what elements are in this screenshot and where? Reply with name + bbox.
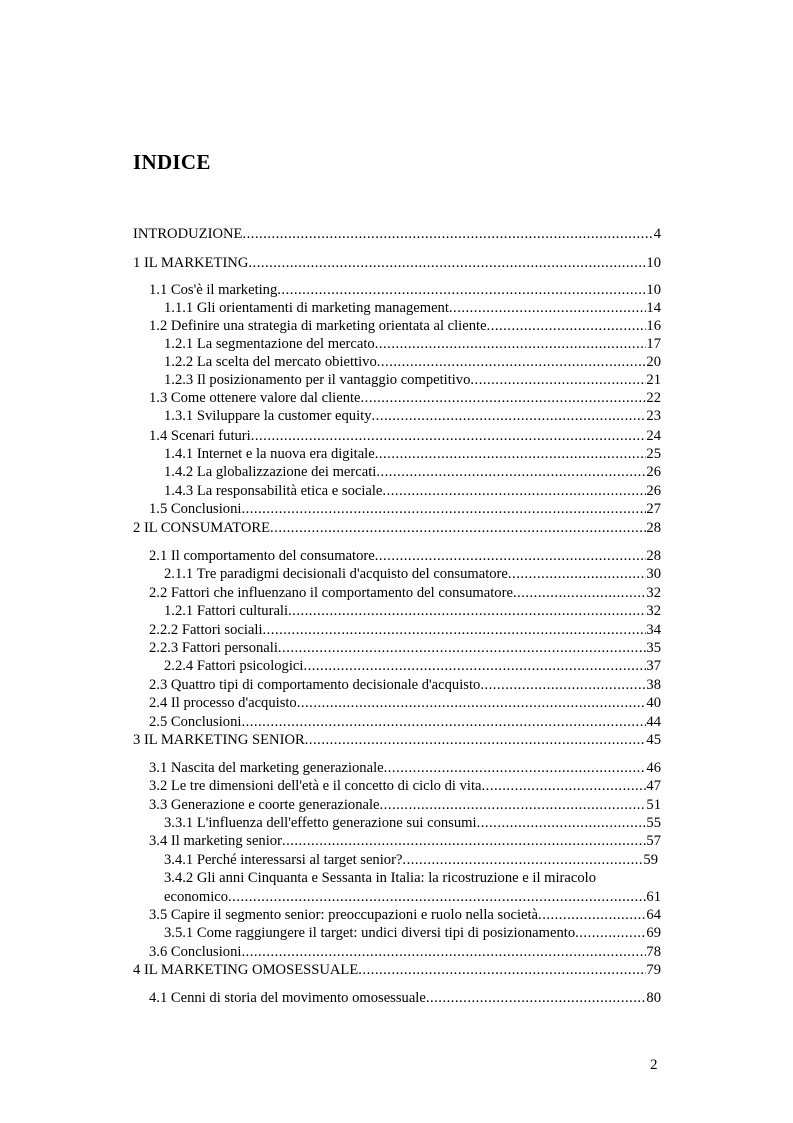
toc-entry[interactable] [164,407,661,425]
toc-leader [449,299,647,317]
toc-entry[interactable] [164,851,658,869]
toc-entry-label: 1.2.1 La segmentazione del mercato [164,336,375,352]
toc-entry-page: 28 [646,520,661,536]
toc-entry-label: 1.4.3 La responsabilità etica e sociale [164,483,383,499]
page-number: 2 [650,1057,658,1073]
toc-entry[interactable] [149,281,661,299]
toc-entry-page: 21 [646,372,661,388]
toc-leader [402,851,643,869]
toc-entry[interactable] [149,584,661,602]
toc-leader [241,713,646,731]
toc-entry-label: INTRODUZIONE [133,226,243,242]
toc-entry-page: 64 [646,907,661,923]
toc-entry-label: 1.4 Scenari futuri [149,428,251,444]
toc-entry[interactable] [149,694,661,712]
toc-leader [241,500,646,518]
toc-entry[interactable] [149,547,661,565]
toc-leader [384,759,647,777]
toc-entry-label: 3.4 Il marketing senior [149,833,282,849]
toc-entry[interactable] [133,519,661,537]
toc-entry[interactable] [149,317,661,335]
toc-entry-label: 1.1 Cos'è il marketing [149,282,278,298]
toc-leader [375,445,647,463]
toc-entry-page: 16 [646,318,661,334]
toc-leader [263,621,647,639]
toc-entry-label: 2.4 Il processo d'acquisto [149,695,297,711]
toc-entry-label: 2.2 Fattori che influenzano il comportamento del consumatore [149,585,513,601]
toc-entry-page: 40 [646,695,661,711]
toc-entry-label: economico [164,889,229,905]
toc-entry-label: 1.4.1 Internet e la nuova era digitale [164,446,375,462]
toc-entry[interactable] [149,676,661,694]
toc-leader [297,694,647,712]
toc-entry-page: 25 [646,446,661,462]
toc-entry[interactable] [164,565,661,583]
toc-leader [278,639,647,657]
toc-entry[interactable] [164,924,661,942]
toc-entry[interactable] [149,796,661,814]
toc-entry[interactable] [149,777,661,795]
toc-entry-label: 2.1 Il comportamento del consumatore [149,548,375,564]
toc-entry[interactable] [133,961,661,979]
toc-entry[interactable] [164,888,661,906]
toc-leader [251,427,647,445]
toc-entry-label: 4.1 Cenni di storia del movimento omosessuale [149,990,426,1006]
toc-entry-label: 3.3.1 L'influenza dell'effetto generazione sui consumi [164,815,477,831]
toc-entry-label: 4 IL MARKETING OMOSESSUALE [133,962,359,978]
toc-entry-label[interactable]: 3.4.2 Gli anni Cinquanta e Sessanta in Italia: la ricostruzione e il miracolo [164,870,597,886]
toc-entry[interactable] [149,759,661,777]
toc-entry-page: 35 [646,640,661,656]
toc-entry-label: 2.5 Conclusioni [149,714,242,730]
toc-entry-page: 32 [646,585,661,601]
toc-entry-page: 38 [646,677,661,693]
toc-entry-label: 3.3 Generazione e coorte generazionale [149,797,380,813]
toc-leader [248,254,646,272]
toc-entry-page: 79 [646,962,661,978]
toc-entry-label: 3.2 Le tre dimensioni dell'età e il concetto di ciclo di vita [149,778,482,794]
toc-entry[interactable] [164,371,661,389]
toc-entry-page: 20 [646,354,661,370]
toc-leader [303,657,646,675]
toc-entry-page: 30 [646,566,661,582]
toc-entry-label: 1 IL MARKETING [133,255,249,271]
toc-entry-page: 32 [646,603,661,619]
toc-entry-page: 61 [646,889,661,905]
toc-entry-page: 37 [646,658,661,674]
toc-entry-page: 55 [646,815,661,831]
toc-leader [508,565,647,583]
toc-entry-label: 1.3.1 Sviluppare la customer equity [164,408,372,424]
toc-entry-label: 2.1.1 Tre paradigmi decisionali d'acquisto del consumatore [164,566,508,582]
toc-entry[interactable] [149,906,661,924]
toc-entry[interactable] [164,657,661,675]
toc-leader [575,924,646,942]
toc-leader [470,371,646,389]
toc-entry[interactable] [149,639,661,657]
toc-leader [376,463,646,481]
toc-entry-label: 3 IL MARKETING SENIOR [133,732,305,748]
toc-entry-page: 26 [646,483,661,499]
toc-leader [538,906,646,924]
toc-entry-label: 3.4.1 Perché interessarsi al target senior? [164,852,403,868]
toc-leader [270,519,646,537]
toc-leader [426,989,647,1007]
toc-entry[interactable] [164,335,661,353]
toc-entry-label: 2.2.3 Fattori personali [149,640,278,656]
toc-entry-page: 80 [646,990,661,1006]
toc-entry[interactable] [149,389,661,407]
toc-entry-label: 1.3 Come ottenere valore dal cliente [149,390,361,406]
toc-entry[interactable] [164,482,661,500]
toc-entry[interactable] [149,427,661,445]
toc-entry-page: 28 [646,548,661,564]
toc-entry-label: 3.5.1 Come raggiungere il target: undici diversi tipi di posizionamento [164,925,576,941]
toc-entry[interactable] [149,943,661,961]
toc-leader [242,225,653,243]
toc-leader [228,888,646,906]
toc-entry[interactable] [149,989,661,1007]
toc-entry-label: 1.4.2 La globalizzazione dei mercati [164,464,377,480]
toc-entry-page: 34 [646,622,661,638]
toc-entry-label: 1.1.1 Gli orientamenti di marketing management [164,300,449,316]
toc-entry-label: 3.5 Capire il segmento senior: preoccupazioni e ruolo nella società [149,907,539,923]
toc-entry[interactable] [164,602,661,620]
toc-entry[interactable] [164,299,661,317]
toc-leader [241,943,646,961]
toc-entry[interactable] [149,621,661,639]
toc-entry-page: 51 [646,797,661,813]
toc-leader [361,389,647,407]
toc-entry-label: 2 IL CONSUMATORE [133,520,271,536]
toc-entry-page: 10 [646,255,661,271]
toc-entry-page: 78 [646,944,661,960]
toc-entry-page: 17 [646,336,661,352]
toc-leader [377,353,647,371]
toc-leader [380,796,647,814]
toc-entry[interactable] [133,254,661,272]
toc-leader [277,281,646,299]
toc-leader [487,317,647,335]
toc-entry-page: 24 [646,428,661,444]
toc-entry-label: 3.6 Conclusioni [149,944,242,960]
toc-entry-label: 1.2.3 Il posizionamento per il vantaggio competitivo [164,372,471,388]
toc-entry-page: 69 [646,925,661,941]
toc-entry-label: 2.2.4 Fattori psicologici [164,658,304,674]
toc-entry-label: 1.2 Definire una strategia di marketing orientata al cliente [149,318,487,334]
toc-entry-page: 4 [653,226,661,242]
toc-entry-page: 26 [646,464,661,480]
toc-leader [375,335,647,353]
toc-leader [372,407,647,425]
toc-entry[interactable] [164,463,661,481]
toc-leader [358,961,646,979]
toc-entry-label: 2.2.2 Fattori sociali [149,622,263,638]
toc-entry[interactable] [164,445,661,463]
toc-entry-page: 14 [646,300,661,316]
toc-entry-page: 57 [646,833,661,849]
toc-entry-label: 1.5 Conclusioni [149,501,242,517]
toc-entry[interactable] [149,832,661,850]
toc-entry-page: 46 [646,760,661,776]
toc-entry-label: 3.1 Nascita del marketing generazionale [149,760,384,776]
toc-leader [477,814,647,832]
toc-leader [305,731,647,749]
toc-entry-page: 44 [646,714,661,730]
toc-entry-label: 1.2.1 Fattori culturali [164,603,289,619]
toc-leader [288,602,646,620]
toc-leader [513,584,646,602]
toc-entry[interactable] [164,353,661,371]
toc-leader [482,777,647,795]
toc-entry-page: 23 [646,408,661,424]
toc-entry-page: 27 [646,501,661,517]
toc-entry-page: 45 [646,732,661,748]
toc-entry-label: 2.3 Quattro tipi di comportamento decisionale d'acquisto [149,677,481,693]
toc-entry[interactable] [149,500,661,518]
toc-entry-page: 47 [646,778,661,794]
toc-entry-page: 10 [646,282,661,298]
toc-leader [282,832,646,850]
toc-leader [480,676,646,694]
toc-entry[interactable] [133,225,661,243]
toc-leader [382,482,646,500]
toc-entry[interactable] [149,713,661,731]
toc-entry-page: 22 [646,390,661,406]
toc-entry[interactable] [164,814,661,832]
toc-leader [375,547,647,565]
toc-entry-label: 1.2.2 La scelta del mercato obiettivo [164,354,377,370]
toc-entry[interactable] [133,731,661,749]
toc-entry-page: 59 [643,852,658,868]
page-title: INDICE [133,150,211,174]
